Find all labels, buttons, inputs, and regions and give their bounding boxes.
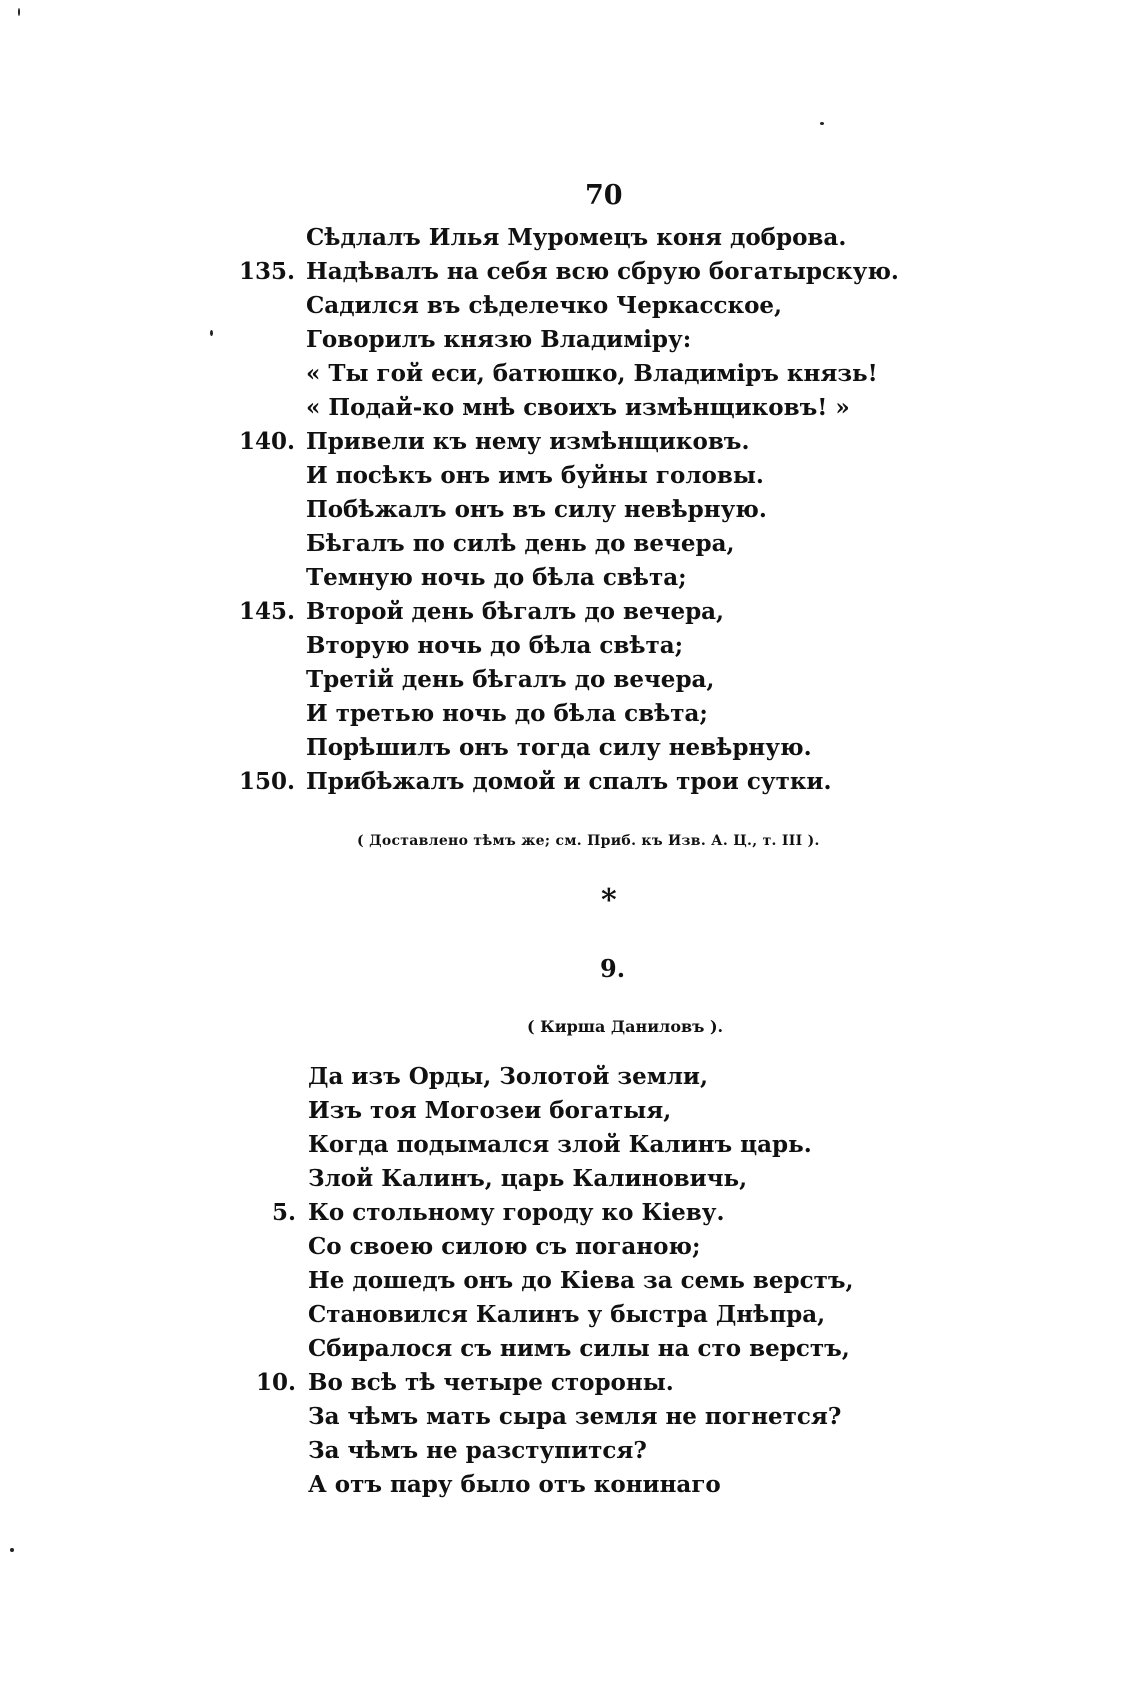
- verse-line-text: Не дошедъ онъ до Кіева за семь верстъ,: [308, 1267, 854, 1294]
- verse-line-text: Да изъ Орды, Золотой земли,: [308, 1063, 708, 1090]
- verse-line-text: Изъ тоя Могозеи богатыя,: [308, 1097, 672, 1124]
- verse-line-text: Вторую ночь до бѣла свѣта;: [306, 632, 684, 659]
- section-separator: *: [601, 883, 617, 918]
- verse-line-text: За чѣмъ не разступится?: [308, 1437, 647, 1464]
- verse-line-text: И посѣкъ онъ имъ буйны головы.: [306, 462, 764, 489]
- section-number: 9.: [600, 954, 626, 983]
- verse-line-text: Становился Калинъ у быстра Днѣпра,: [308, 1301, 826, 1328]
- verse-line-text: И третью ночь до бѣла свѣта;: [306, 700, 708, 727]
- verse-line-text: Во всѣ тѣ четыре стороны.: [308, 1369, 674, 1396]
- verse-line-text: Побѣжалъ онъ въ силу невѣрную.: [306, 496, 767, 523]
- verse-line-number: 145.: [238, 598, 295, 625]
- verse-line-text: Когда подымался злой Калинъ царь.: [308, 1131, 812, 1158]
- verse-line-text: Сѣдлалъ Илья Муромецъ коня доброва.: [306, 224, 847, 251]
- scan-speck: [10, 1548, 14, 1552]
- verse-line-text: Злой Калинъ, царь Калиновичь,: [308, 1165, 748, 1192]
- verse-line-text: Ко стольному городу ко Кіеву.: [308, 1199, 725, 1226]
- verse-line-text: Второй день бѣгалъ до вечера,: [306, 598, 725, 625]
- verse-line-number: 150.: [238, 768, 295, 795]
- verse-line-text: Третій день бѣгалъ до вечера,: [306, 666, 715, 693]
- verse-line-text: За чѣмъ мать сыра земля не погнется?: [308, 1403, 842, 1430]
- verse-line-text: Сбиралося съ нимъ силы на сто верстъ,: [308, 1335, 850, 1362]
- scan-speck: [210, 330, 213, 336]
- verse-line-text: Порѣшилъ онъ тогда силу невѣрную.: [306, 734, 812, 761]
- section-subtitle: ( Кирша Даниловъ ).: [527, 1017, 724, 1036]
- verse-line-text: Привели къ нему измѣнщиковъ.: [306, 428, 750, 455]
- verse-line-text: А отъ пару было отъ конинаго: [308, 1471, 721, 1498]
- verse-line-number: 10.: [255, 1369, 296, 1396]
- verse-line-text: « Подай-ко мнѣ своихъ измѣнщиковъ! »: [306, 394, 850, 421]
- verse-line-text: Со своею силою съ поганою;: [308, 1233, 701, 1260]
- verse-line-text: Садился въ сѣделечко Черкасское,: [306, 292, 783, 319]
- scan-speck: [820, 122, 824, 125]
- verse-line-text: Прибѣжалъ домой и спалъ трои сутки.: [306, 768, 832, 795]
- verse-line-text: « Ты гой еси, батюшко, Владиміръ князь!: [306, 360, 878, 387]
- verse-line-number: 140.: [238, 428, 295, 455]
- page-number: 70: [585, 180, 623, 211]
- scan-speck: [18, 8, 20, 16]
- verse-line-text: Надѣвалъ на себя всю сбрую богатырскую.: [306, 258, 899, 285]
- verse-line-text: Бѣгалъ по силѣ день до вечера,: [306, 530, 735, 557]
- verse-line-text: Говорилъ князю Владиміру:: [306, 326, 692, 353]
- source-note: ( Доставлено тѣмъ же; см. Приб. къ Изв. А. Ц., т. III ).: [357, 833, 820, 849]
- verse-line-number: 5.: [271, 1199, 296, 1226]
- verse-line-number: 135.: [238, 258, 295, 285]
- verse-line-text: Темную ночь до бѣла свѣта;: [306, 564, 687, 591]
